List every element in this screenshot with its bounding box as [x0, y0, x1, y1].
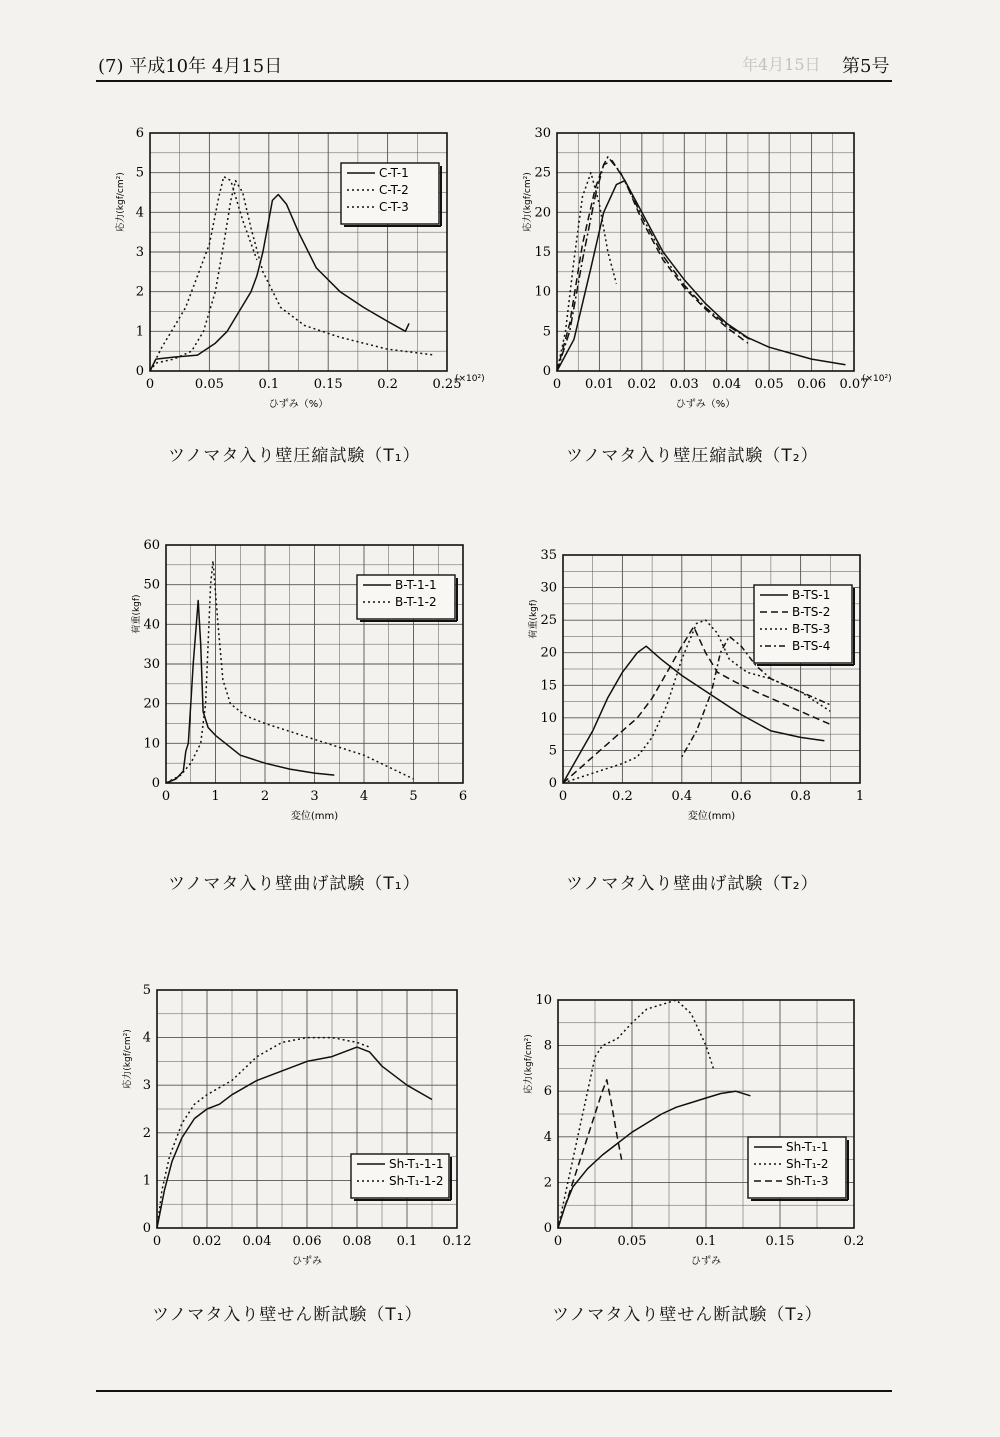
- y-tick-label: 5: [142, 983, 151, 998]
- x-tick-label: 0.1: [258, 377, 280, 392]
- y-tick-label: 2: [142, 1125, 151, 1141]
- chart-5: [121, 983, 471, 1267]
- x-tick-label: 0.12: [442, 1234, 472, 1249]
- chart-2: [521, 126, 892, 410]
- y-tick-label: 60: [143, 538, 160, 553]
- y-tick-label: 30: [540, 580, 557, 596]
- caption-compression-t2: ツノマタ入り壁圧縮試験（T₂）: [566, 446, 819, 466]
- x-tick-label: 4: [359, 789, 369, 804]
- legend-label: B-TS-2: [792, 605, 831, 619]
- page-header-bleed-through: 年4月15日: [742, 55, 821, 74]
- legend-label: C-T-2: [379, 183, 409, 197]
- x-multiplier-label: (×10²): [862, 374, 892, 384]
- series-line-3: [557, 157, 752, 371]
- x-tick-label: 0.06: [292, 1234, 322, 1249]
- y-tick-label: 0: [543, 1221, 552, 1236]
- y-tick-label: 25: [540, 613, 557, 629]
- caption-compression-t1: ツノマタ入り壁圧縮試験（T₁）: [168, 446, 421, 466]
- caption-bending-t2: ツノマタ入り壁曲げ試験（T₂）: [566, 874, 819, 894]
- x-tick-label: 0.04: [242, 1234, 272, 1249]
- x-axis-label: 変位(mm): [687, 811, 736, 822]
- y-tick-label: 10: [535, 993, 552, 1008]
- legend-label: Sh-T₁-1-2: [389, 1174, 444, 1188]
- y-tick-label: 3: [142, 1078, 151, 1094]
- x-tick-label: 0.6: [730, 789, 752, 804]
- chart-4: [527, 548, 864, 822]
- legend-label: B-T-1-2: [395, 595, 437, 609]
- x-tick-label: 0.03: [669, 377, 699, 392]
- x-tick-label: 6: [458, 789, 468, 804]
- x-tick-label: 0.2: [612, 789, 633, 804]
- x-tick-label: 0.8: [790, 789, 811, 804]
- y-tick-label: 2: [543, 1175, 552, 1191]
- legend: [341, 163, 441, 226]
- series-line-1: [166, 601, 334, 784]
- x-axis-label: ひずみ: [292, 1256, 322, 1267]
- x-tick-label: 0.1: [396, 1234, 418, 1249]
- y-tick-label: 10: [143, 736, 160, 752]
- x-tick-label: 0.01: [584, 377, 614, 392]
- x-tick-label: 0.1: [695, 1234, 717, 1249]
- x-tick-label: 2: [260, 789, 270, 804]
- y-tick-label: 5: [135, 165, 144, 181]
- x-axis-label: ひずみ（%）: [268, 399, 329, 410]
- y-tick-label: 0: [135, 364, 144, 379]
- x-tick-label: 3: [310, 789, 319, 804]
- legend: [357, 575, 457, 621]
- y-tick-label: 10: [534, 284, 551, 300]
- y-tick-label: 20: [143, 696, 160, 712]
- y-tick-label: 30: [143, 657, 160, 672]
- series-line-3: [558, 1080, 622, 1228]
- y-axis-label: 応力(kgf/cm²): [523, 172, 533, 232]
- y-tick-label: 0: [542, 364, 551, 379]
- caption-shear-t1: ツノマタ入り壁せん断試験（T₁）: [152, 1305, 423, 1325]
- y-tick-label: 35: [540, 548, 557, 563]
- x-tick-label: 0.05: [194, 377, 224, 392]
- x-tick-label: 0: [558, 789, 568, 804]
- legend-label: C-T-3: [379, 200, 409, 214]
- x-tick-label: 0: [553, 1234, 563, 1249]
- y-axis-label: 荷重(kgf): [529, 599, 539, 639]
- legend-label: B-TS-3: [792, 622, 831, 636]
- legend-label: B-TS-1: [792, 588, 831, 602]
- y-tick-label: 4: [142, 1030, 151, 1046]
- x-tick-label: 0.07: [839, 377, 869, 392]
- y-tick-label: 1: [135, 324, 144, 340]
- x-tick-label: 0.15: [765, 1234, 795, 1249]
- chart-6: [522, 993, 864, 1267]
- x-tick-label: 0: [145, 377, 155, 392]
- caption-bending-t1: ツノマタ入り壁曲げ試験（T₁）: [168, 874, 421, 894]
- y-tick-label: 25: [534, 165, 551, 181]
- x-tick-label: 1: [211, 789, 220, 804]
- legend-label: Sh-T₁-1: [786, 1140, 829, 1154]
- y-tick-label: 4: [135, 205, 144, 221]
- y-tick-label: 5: [542, 324, 551, 340]
- legend-label: Sh-T₁-3: [786, 1174, 829, 1188]
- x-tick-label: 0.04: [712, 377, 742, 392]
- x-tick-label: 0.08: [342, 1234, 372, 1249]
- caption-shear-t2: ツノマタ入り壁せん断試験（T₂）: [552, 1305, 823, 1325]
- x-multiplier-label: (×10²): [455, 374, 485, 384]
- y-axis-label: 応力(kgf/cm²): [116, 172, 126, 232]
- legend-label: C-T-1: [379, 166, 409, 180]
- y-tick-label: 3: [135, 245, 144, 260]
- x-tick-label: 0: [152, 1234, 162, 1249]
- x-tick-label: 5: [409, 789, 418, 804]
- y-tick-label: 0: [548, 776, 557, 791]
- legend: [748, 1137, 848, 1200]
- y-axis-label: 荷重(kgf): [132, 594, 142, 634]
- y-tick-label: 5: [548, 743, 557, 759]
- y-axis-label: 応力(kgf/cm²): [123, 1029, 133, 1089]
- y-tick-label: 0: [142, 1221, 151, 1236]
- y-tick-label: 15: [534, 245, 551, 260]
- y-tick-label: 20: [540, 645, 557, 661]
- x-tick-label: 0.05: [754, 377, 784, 392]
- series-line-3: [150, 177, 257, 371]
- chart-3: [130, 538, 467, 822]
- legend-label: Sh-T₁-2: [786, 1157, 829, 1171]
- y-tick-label: 50: [143, 577, 160, 593]
- y-tick-label: 20: [534, 205, 551, 221]
- x-tick-label: 1: [855, 789, 865, 804]
- page-header-date: (7) 平成10年 4月15日: [98, 56, 283, 77]
- legend: [351, 1154, 451, 1200]
- y-tick-label: 10: [540, 710, 557, 726]
- series-line-1: [563, 646, 824, 783]
- page-header-issue: 第5号: [842, 56, 890, 77]
- footer-rule: [96, 1390, 892, 1392]
- y-tick-label: 6: [135, 126, 144, 141]
- x-tick-label: 0.15: [313, 377, 343, 392]
- y-tick-label: 30: [534, 126, 551, 141]
- y-tick-label: 15: [540, 678, 557, 694]
- x-tick-label: 0.2: [843, 1234, 865, 1249]
- y-tick-label: 0: [151, 776, 160, 791]
- x-tick-label: 0.06: [797, 377, 827, 392]
- y-tick-label: 6: [543, 1084, 552, 1100]
- x-tick-label: 0: [161, 789, 171, 804]
- x-tick-label: 0.05: [617, 1234, 647, 1249]
- x-tick-label: 0.4: [671, 789, 693, 804]
- legend-label: Sh-T₁-1-1: [389, 1157, 444, 1171]
- x-tick-label: 0.02: [627, 377, 657, 392]
- x-tick-label: 0.25: [432, 377, 462, 392]
- legend-label: B-TS-4: [792, 639, 831, 653]
- y-tick-label: 8: [543, 1038, 552, 1054]
- x-axis-label: ひずみ: [691, 1256, 721, 1267]
- x-axis-label: ひずみ（%）: [675, 399, 736, 410]
- legend: [754, 585, 854, 665]
- x-tick-label: 0.2: [377, 377, 398, 392]
- y-axis-label: 応力(kgf/cm²): [524, 1034, 534, 1094]
- legend-label: B-T-1-1: [395, 578, 437, 592]
- y-tick-label: 2: [135, 284, 144, 300]
- x-tick-label: 0.02: [192, 1234, 222, 1249]
- series-line-1: [557, 181, 846, 371]
- y-tick-label: 4: [543, 1129, 552, 1145]
- y-tick-label: 40: [143, 617, 160, 633]
- x-axis-label: 変位(mm): [290, 811, 339, 822]
- chart-1: [114, 126, 485, 410]
- y-tick-label: 1: [142, 1173, 151, 1189]
- x-tick-label: 0: [552, 377, 562, 392]
